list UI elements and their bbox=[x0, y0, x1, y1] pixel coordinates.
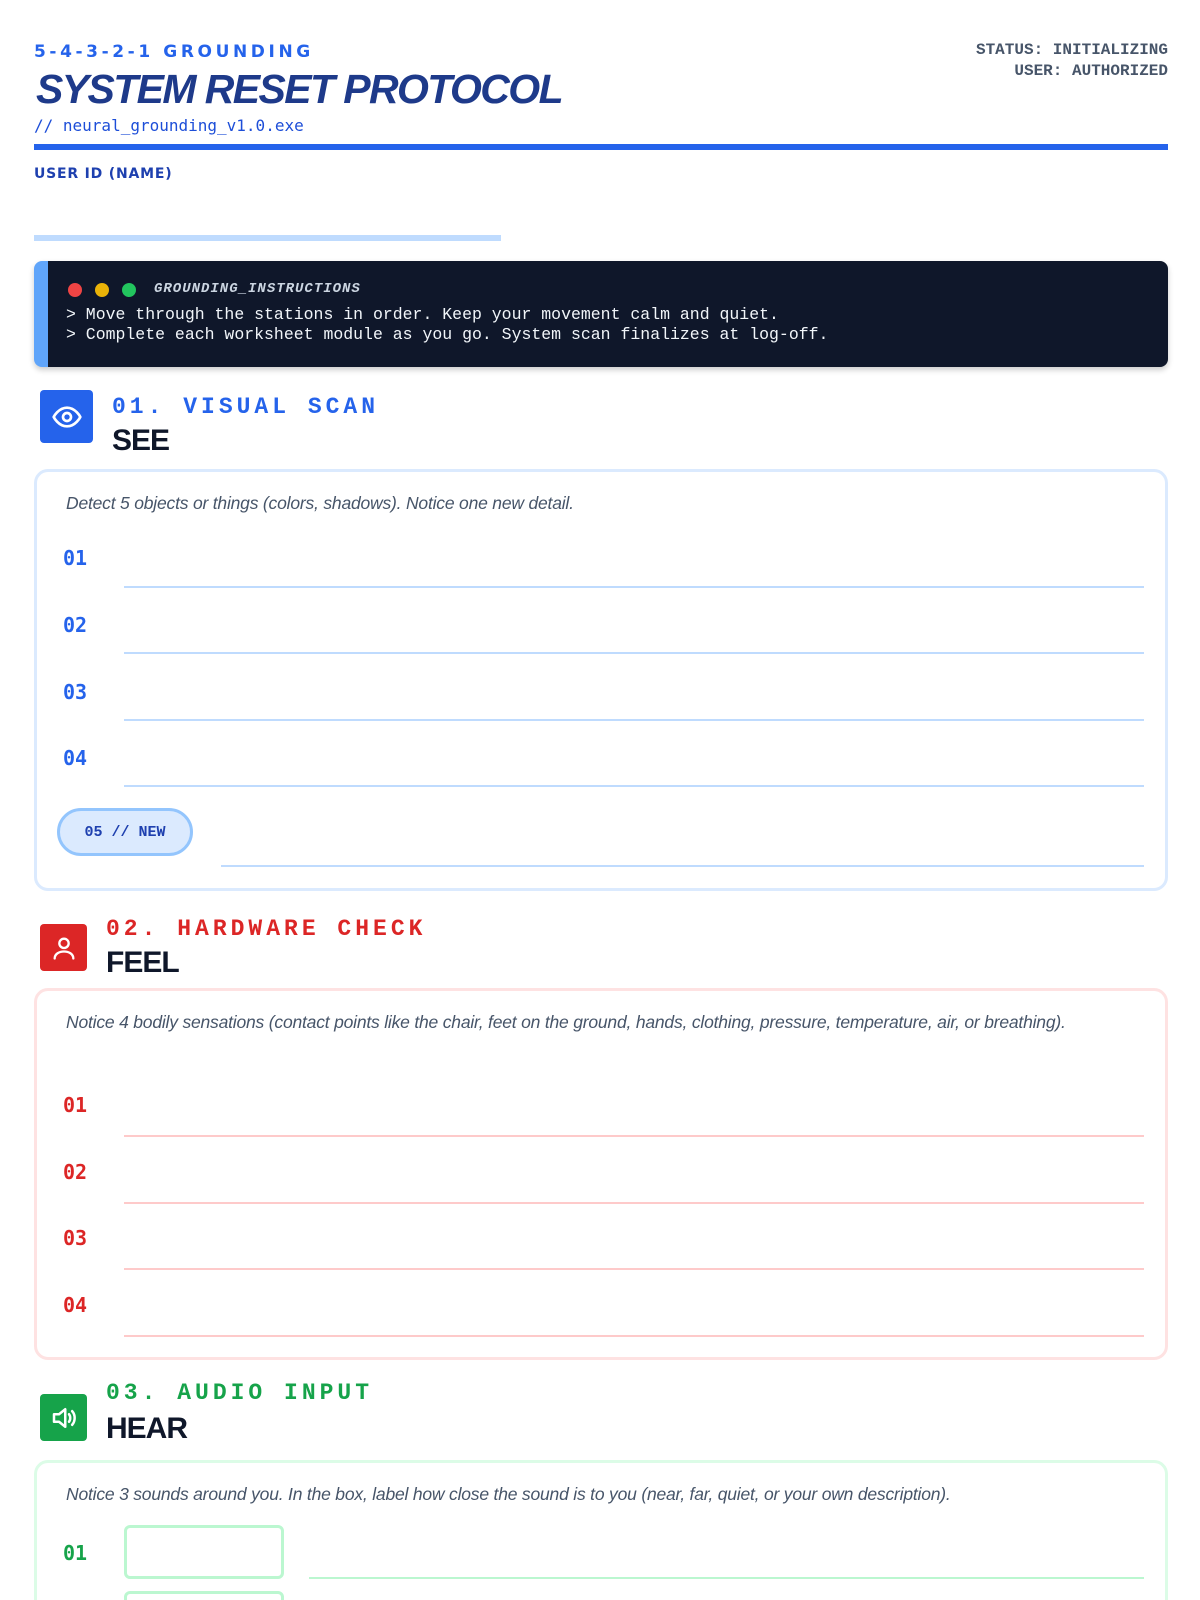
section-feel-verb: FEEL bbox=[106, 946, 179, 979]
status-line: STATUS: INITIALIZING bbox=[975, 41, 1168, 59]
section-hear-verb: HEAR bbox=[106, 1412, 188, 1445]
section-see-header bbox=[34, 384, 1168, 457]
user-id-label: USER ID (NAME) bbox=[34, 166, 173, 182]
page-title: SYSTEM RESET PROTOCOL bbox=[36, 66, 563, 112]
see-answer-line[interactable] bbox=[124, 652, 1144, 654]
section-see-code: 01. VISUAL SCAN bbox=[112, 394, 380, 420]
hear-row-number: 01 bbox=[63, 1541, 88, 1565]
red-dot-icon bbox=[68, 283, 82, 297]
feel-answer-line[interactable] bbox=[124, 1202, 1144, 1204]
terminal-line-1: > Move through the stations in order. Keep your movement calm and quiet. bbox=[66, 305, 779, 324]
see-answer-line[interactable] bbox=[124, 785, 1144, 787]
section-feel-code: 02. HARDWARE CHECK bbox=[106, 916, 427, 942]
feel-answer-line[interactable] bbox=[124, 1268, 1144, 1270]
section-see-verb: SEE bbox=[112, 424, 170, 457]
kicker: 5-4-3-2-1 GROUNDING bbox=[34, 42, 314, 62]
section-hear-header bbox=[34, 1380, 1168, 1450]
section-feel-description: Notice 4 bodily sensations (contact points like the chair, feet on the ground, hands, clothing, pressure, temperature, air, or breathing). bbox=[66, 1012, 1066, 1032]
terminal-line-2: > Complete each worksheet module as you go. System scan finalizes at log-off. bbox=[66, 325, 829, 344]
terminal-title: GROUNDING_INSTRUCTIONS bbox=[154, 281, 361, 297]
section-see-description: Detect 5 objects or things (colors, shadows). Notice one new detail. bbox=[66, 493, 574, 513]
see-row-number: 01 bbox=[63, 546, 88, 570]
new-detail-badge: 05 // NEW bbox=[57, 808, 193, 856]
see-row-number: 02 bbox=[63, 613, 88, 637]
worksheet-page bbox=[34, 0, 1168, 1565]
user-id-input[interactable] bbox=[34, 186, 501, 241]
feel-answer-line[interactable] bbox=[124, 1135, 1144, 1137]
section-hear-description: Notice 3 sounds around you. In the box, label how close the sound is to you (near, far, quiet, or your own description). bbox=[66, 1484, 951, 1504]
yellow-dot-icon bbox=[95, 283, 109, 297]
see-answer-line[interactable] bbox=[124, 586, 1144, 588]
section-feel-card bbox=[34, 988, 1168, 1360]
eye-icon bbox=[40, 390, 93, 443]
header bbox=[34, 0, 1168, 152]
see-row-number: 03 bbox=[63, 680, 88, 704]
section-feel-header bbox=[34, 912, 1168, 982]
feel-answer-line[interactable] bbox=[124, 1335, 1144, 1337]
page-subtitle: // neural_grounding_v1.0.exe bbox=[34, 116, 304, 135]
instructions-terminal bbox=[34, 261, 1168, 367]
feel-row-number: 02 bbox=[63, 1160, 88, 1184]
section-see-card bbox=[34, 469, 1168, 891]
hear-answer-line[interactable] bbox=[309, 1577, 1144, 1579]
user-line: USER: AUTHORIZED bbox=[1014, 62, 1168, 80]
distance-label-box[interactable] bbox=[124, 1591, 284, 1600]
feel-row-number: 03 bbox=[63, 1226, 88, 1250]
feel-row-number: 04 bbox=[63, 1293, 88, 1317]
green-dot-icon bbox=[122, 283, 136, 297]
distance-label-box[interactable] bbox=[124, 1525, 284, 1579]
status-block bbox=[976, 40, 1168, 82]
section-hear-code: 03. AUDIO INPUT bbox=[106, 1380, 374, 1406]
see-new-detail-line[interactable] bbox=[221, 865, 1144, 867]
header-rule bbox=[34, 144, 1168, 150]
feel-row-number: 01 bbox=[63, 1093, 88, 1117]
see-row-number: 04 bbox=[63, 746, 88, 770]
speaker-icon bbox=[40, 1394, 87, 1441]
person-icon bbox=[40, 924, 87, 971]
see-answer-line[interactable] bbox=[124, 719, 1144, 721]
section-hear-card bbox=[34, 1460, 1168, 1600]
